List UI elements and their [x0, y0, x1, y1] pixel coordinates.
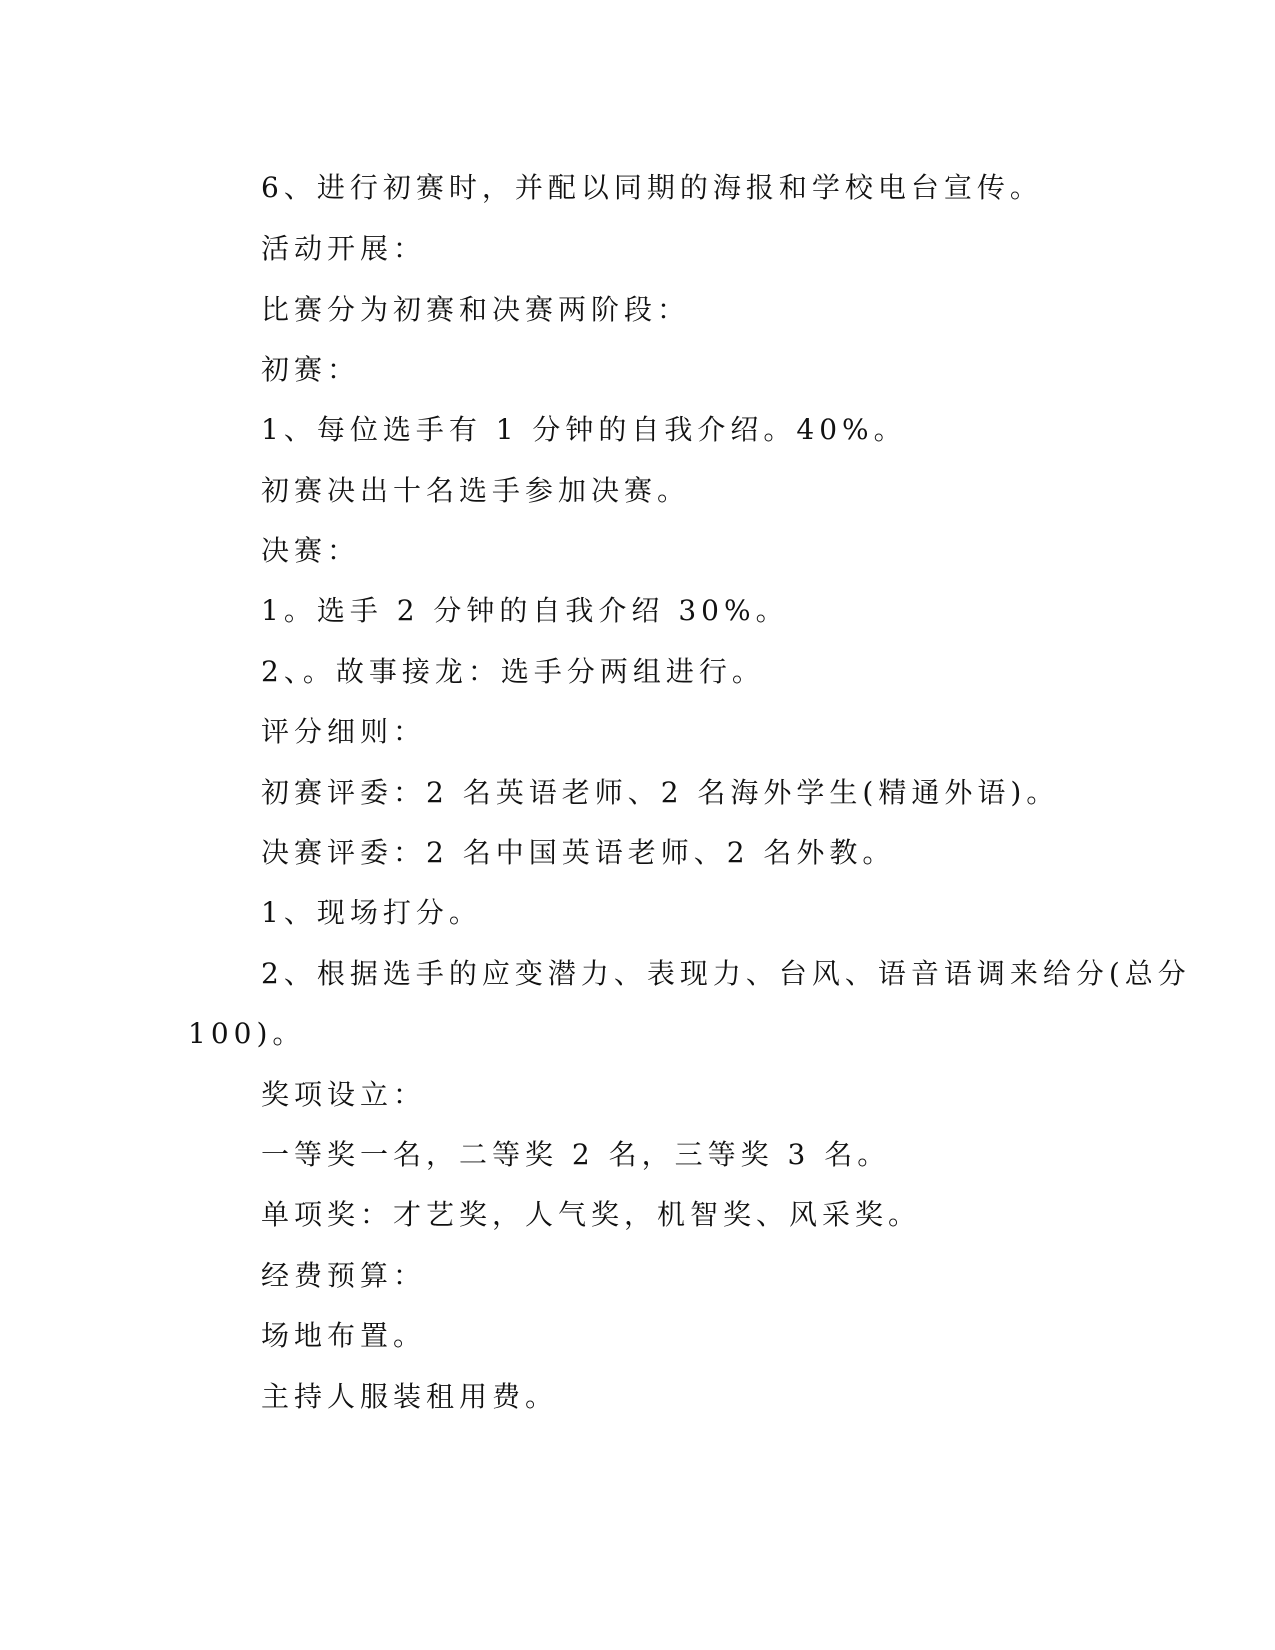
heading-scoring: 评分细则： — [261, 715, 427, 748]
paragraph-venue: 场地布置。 — [261, 1319, 427, 1352]
heading-budget: 经费预算： — [261, 1259, 427, 1292]
paragraph-final-intro: 1。选手 2 分钟的自我介绍 30%。 — [261, 594, 789, 627]
heading-awards: 奖项设立： — [261, 1078, 427, 1111]
paragraph-host-costume: 主持人服装租用费。 — [261, 1380, 559, 1413]
heading-activity: 活动开展： — [261, 232, 427, 265]
paragraph-prelim-result: 初赛决出十名选手参加决赛。 — [261, 474, 691, 507]
paragraph-stages: 比赛分为初赛和决赛两阶段： — [261, 293, 691, 326]
heading-final: 决赛： — [261, 534, 361, 567]
paragraph-final-judges: 决赛评委：2 名中国英语老师、2 名外教。 — [261, 836, 896, 869]
paragraph-scoring-criteria: 2、根据选手的应变潜力、表现力、台风、语音语调来给分(总分 — [261, 957, 1191, 990]
paragraph-prelim-intro: 1、每位选手有 1 分钟的自我介绍。40%。 — [261, 413, 907, 446]
paragraph-award-ranks: 一等奖一名，二等奖 2 名，三等奖 3 名。 — [261, 1138, 891, 1171]
paragraph-individual-awards: 单项奖：才艺奖，人气奖，机智奖、风采奖。 — [261, 1198, 922, 1231]
heading-preliminary: 初赛： — [261, 353, 361, 386]
paragraph-scoring-criteria-cont: 100)。 — [188, 1017, 306, 1050]
paragraph-publicity: 6、进行初赛时，并配以同期的海报和学校电台宣传。 — [261, 171, 1043, 204]
paragraph-prelim-judges: 初赛评委：2 名英语老师、2 名海外学生(精通外语)。 — [261, 776, 1060, 809]
paragraph-onsite-scoring: 1、现场打分。 — [261, 896, 482, 929]
paragraph-story-relay: 2、。故事接龙：选手分两组进行。 — [261, 655, 765, 688]
